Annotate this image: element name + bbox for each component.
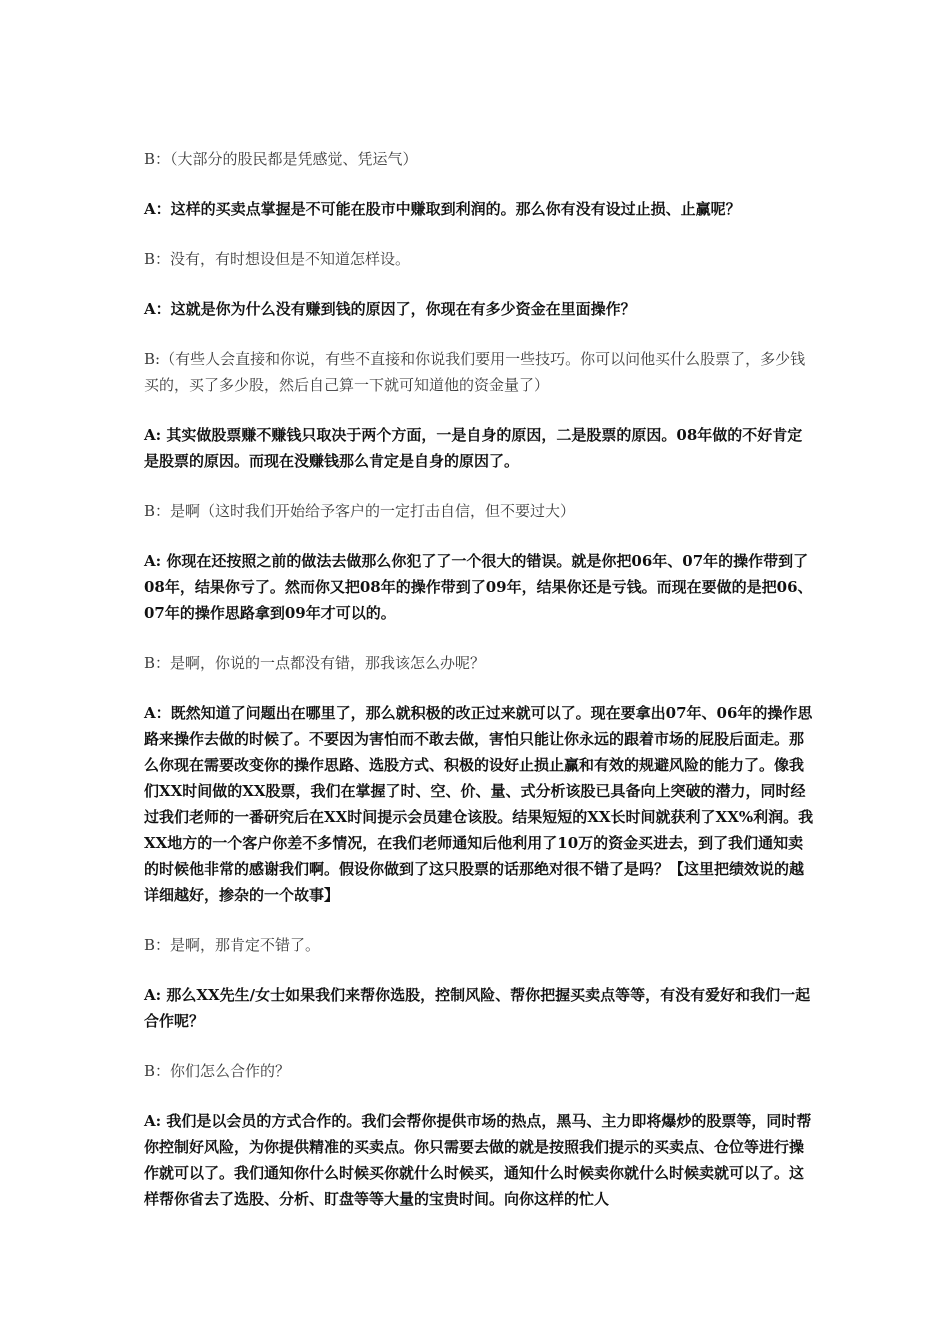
- dialogue-paragraph-a: A: 你现在还按照之前的做法去做那么你犯了了一个很大的错误。就是你把06年、07年的操作带到了08年，结果你亏了。然而你又把08年的操作带到了09年，结果你还是亏钱。而现在要做的是把06、07年的操作思路拿到09年才可以的。: [144, 552, 813, 622]
- dialogue-paragraph-b: B：你们怎么合作的？: [144, 1062, 291, 1080]
- dialogue-paragraph-b: B：是啊（这时我们开始给予客户的一定打击自信，但不要过大）: [144, 502, 576, 520]
- dialogue-paragraph-a: A: 我们是以会员的方式合作的。我们会帮你提供市场的热点，黑马、主力即将爆炒的股票等，同时帮你控制好风险，为你提供精准的买卖点。你只需要去做的就是按照我们提示的买卖点、仓位等进行操作就可以了。我们通知你什么时候买你就什么时候买，通知什么时候卖你就什么时候卖就可以了。这样帮你省去了选股、分析、盯盘等等大量的宝贵时间。向你这样的忙人: [144, 1112, 812, 1208]
- dialogue-paragraph-a: A：这样的买卖点掌握是不可能在股市中赚取到利润的。那么你有没有设过止损、止赢呢？: [144, 200, 741, 218]
- dialogue-paragraph-b: B:（有些人会直接和你说，有些不直接和你说我们要用一些技巧。你可以问他买什么股票了，多少钱买的，买了多少股，然后自己算一下就可知道他的资金量了）: [144, 350, 806, 394]
- dialogue-paragraph-b: B：（大部分的股民都是凭感觉、凭运气）: [144, 150, 418, 168]
- dialogue-paragraph-b: B：是啊，你说的一点都没有错，那我该怎么办呢？: [144, 654, 486, 672]
- document-body: [144, 146, 814, 1236]
- dialogue-paragraph-b: B：没有，有时想设但是不知道怎样设。: [144, 250, 411, 268]
- dialogue-paragraph-a: A：既然知道了问题出在哪里了，那么就积极的改正过来就可以了。现在要拿出07年、06年的操作思路来操作去做的时候了。不要因为害怕而不敢去做，害怕只能让你永远的跟着市场的屁股后面走。那么你现在需要改变你的操作思路、选股方式、积极的设好止损止赢和有效的规避风险的能力了。像我们XX时间做的XX股票，我们在掌握了时、空、价、量、式分析该股已具备向上突破的潜力，同时经过我们老师的一番研究后在XX时间提示会员建仓该股。结果短短的XX长时间就获利了XX%利润。我XX地方的一个客户你差不多情况，在我们老师通知后他利用了10万的资金买进去，到了我们通知卖的时候他非常的感谢我们啊。假设你做到了这只股票的话那绝对很不错了是吗？【这里把绩效说的越详细越好，掺杂的一个故事】: [144, 704, 814, 904]
- dialogue-paragraph-a: A: 那么XX先生/女士如果我们来帮你选股，控制风险、帮你把握买卖点等等，有没有爱好和我们一起合作呢？: [144, 986, 811, 1030]
- dialogue-paragraph-b: B：是啊，那肯定不错了。: [144, 936, 321, 954]
- dialogue-paragraph-a: A：这就是你为什么没有赚到钱的原因了，你现在有多少资金在里面操作？: [144, 300, 636, 318]
- dialogue-paragraph-a: A: 其实做股票赚不赚钱只取决于两个方面，一是自身的原因，二是股票的原因。08年做的不好肯定是股票的原因。而现在没赚钱那么肯定是自身的原因了。: [144, 426, 803, 470]
